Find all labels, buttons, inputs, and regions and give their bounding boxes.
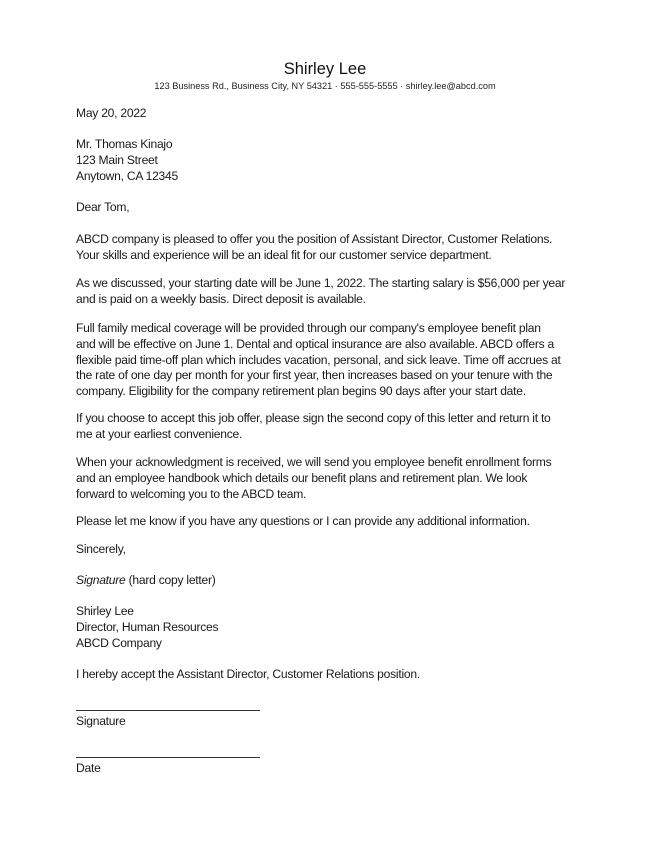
sender-company: ABCD Company [76,635,162,650]
paragraph-salary [76,276,565,308]
acceptance-statement [76,667,420,683]
paragraph-line: me at your earliest convenience. [76,426,243,441]
paragraph-line: Please let me know if you have any questions or I can provide any additional information. [76,514,530,528]
paragraph-line: the rate of one day per month for your first year, then increases based on your tenure with the [76,368,553,383]
paragraph-accept-instructions [76,411,551,443]
paragraph-line: flexible paid time-off plan which includes vacation, personal, and sick leave. Time off accrues at [76,352,561,367]
date-rule [76,757,260,758]
recipient-city: Anytown, CA 12345 [76,168,178,183]
paragraph-line: As we discussed, your starting date will be June 1, 2022. The starting salary is $56,000 per year [76,276,566,290]
paragraph-acknowledgment [76,455,551,502]
paragraph-offer [76,232,552,264]
salutation [76,200,129,216]
recipient-address [76,137,178,184]
paragraph-questions [76,514,530,530]
acceptance-text: I hereby accept the Assistant Director, Customer Relations position. [76,667,420,681]
letterhead-contact: 123 Business Rd., Business City, NY 54321 · 555-555-5555 · shirley.lee@abcd.com [154,81,496,91]
letter-date [76,106,146,122]
paragraph-line: and will be effective on June 1. Dental and optical insurance are also available. ABCD offers a [76,336,554,351]
paragraph-line: and an employee handbook which details our benefit plans and retirement plan. We look [76,470,528,485]
paragraph-line: ABCD company is pleased to offer you the position of Assistant Director, Customer Relations. [76,232,553,246]
paragraph-benefits [76,321,561,400]
date-field-label [76,761,101,777]
signature-field-label [76,714,126,730]
paragraph-line: If you choose to accept this job offer, please sign the second copy of this letter and return it to [76,411,551,425]
closing-text: Sincerely, [76,542,126,556]
paragraph-line: Your skills and experience will be an ideal fit for our customer service department. [76,247,492,262]
date-text: May 20, 2022 [76,106,147,120]
signature-note: (hard copy letter) [125,573,216,587]
closing [76,542,126,558]
sender-title: Director, Human Resources [76,619,219,634]
recipient-name: Mr. Thomas Kinajo [76,137,173,151]
signature-label: Signature [76,714,126,728]
paragraph-line: Full family medical coverage will be provided through our company's employee benefit plan [76,321,541,335]
salutation-text: Dear Tom, [76,200,130,214]
signature-italic: Signature [76,573,126,587]
sender-block [76,604,218,651]
date-label: Date [76,761,101,775]
signature-placeholder [76,573,216,589]
paragraph-line: and is paid on a weekly basis. Direct deposit is available. [76,291,366,306]
paragraph-line: company. Eligibility for the company retirement plan begins 90 days after your start date. [76,384,526,399]
paragraph-line: When your acknowledgment is received, we will send you employee benefit enrollment forms [76,455,552,469]
paragraph-line: forward to welcoming you to the ABCD team. [76,486,307,501]
signature-line [76,573,216,589]
recipient-street: 123 Main Street [76,152,158,167]
signature-rule [76,710,260,711]
letterhead-name: Shirley Lee [283,60,367,78]
sender-name: Shirley Lee [76,604,134,618]
